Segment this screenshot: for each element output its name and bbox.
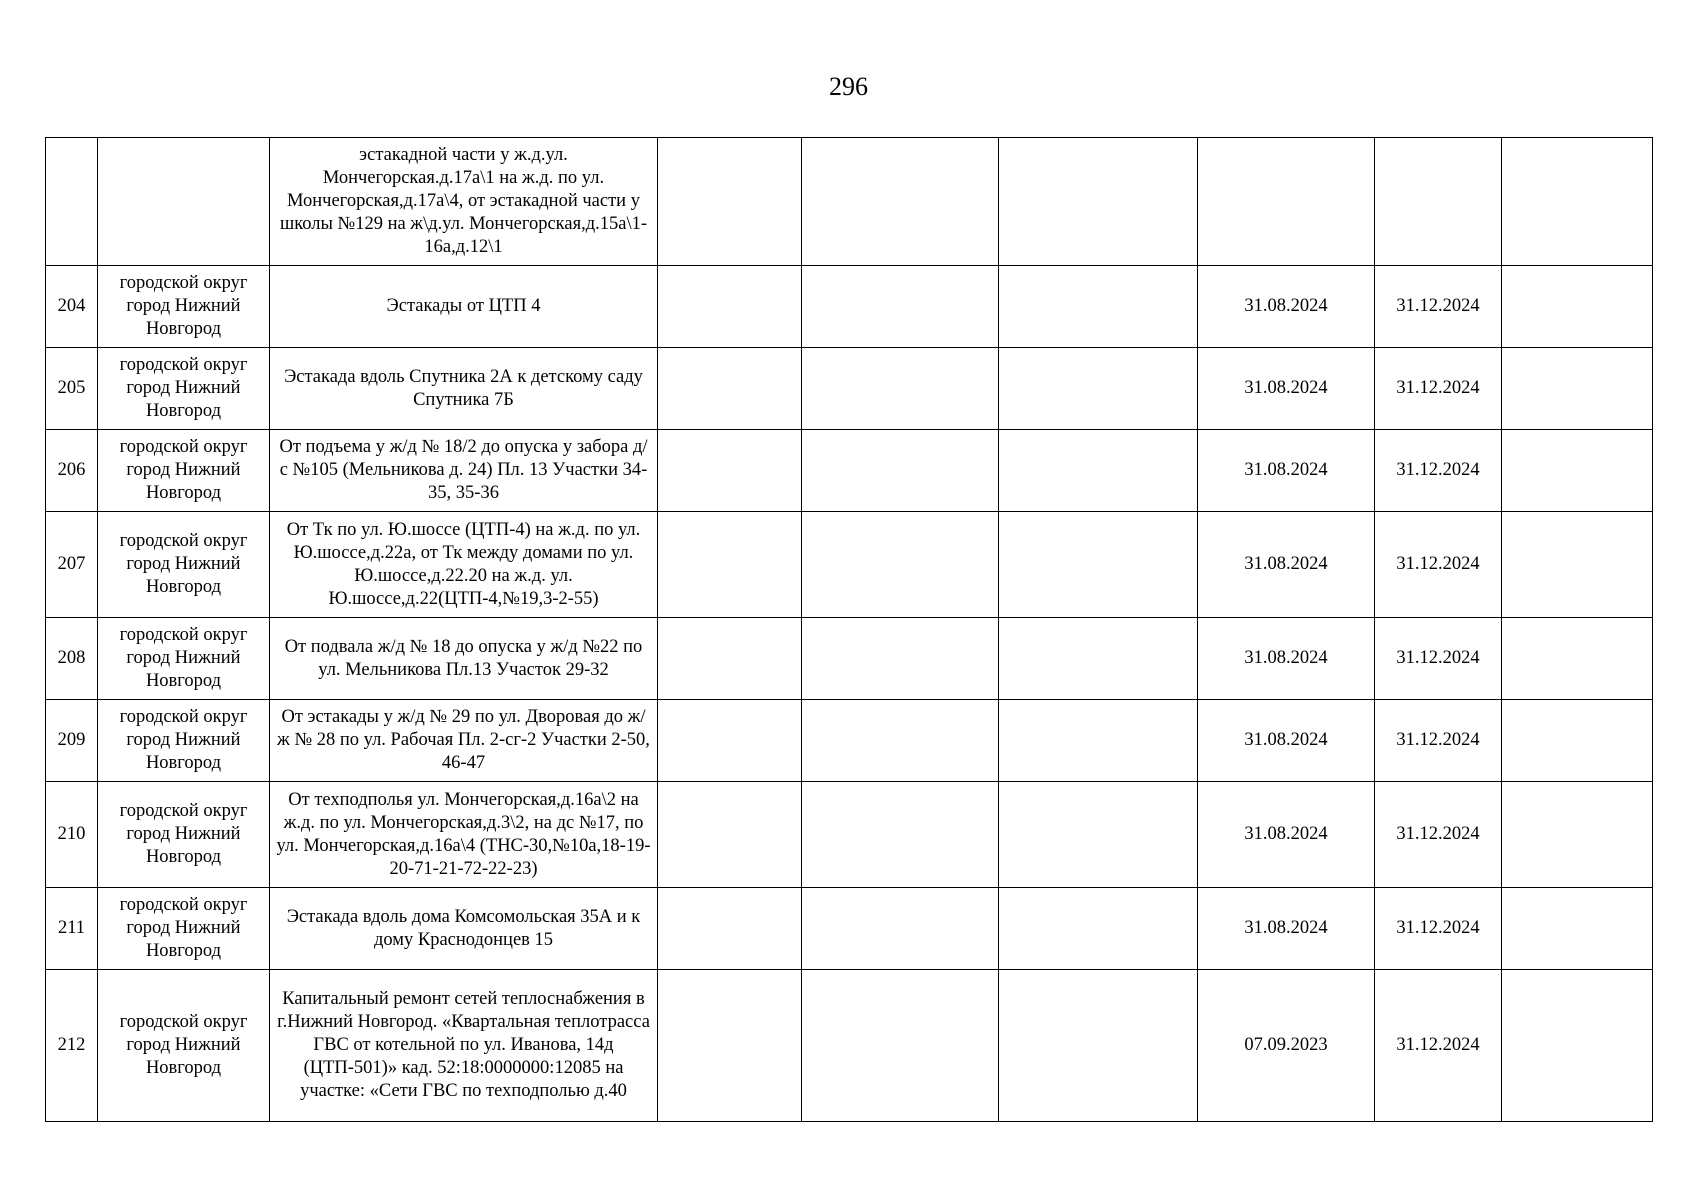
empty-cell (658, 888, 802, 970)
end-date-cell: 31.12.2024 (1375, 430, 1502, 512)
empty-cell (658, 970, 802, 1122)
municipality-cell: городской округ город Нижний Новгород (98, 970, 270, 1122)
municipality-cell: городской округ город Нижний Новгород (98, 782, 270, 888)
empty-cell (999, 970, 1198, 1122)
empty-cell (999, 430, 1198, 512)
object-description-cell: Эстакады от ЦТП 4 (270, 266, 658, 348)
object-description-cell: От техподполья ул. Мончегорская,д.16а\2 на ж.д. по ул. Мончегорская,д.3\2, на дс №17, по ул. Мончегорская,д.16а\4 (ТНС-30,№10а,18-19-20-71-21-72-22-23) (270, 782, 658, 888)
empty-cell (658, 266, 802, 348)
end-date-cell: 31.12.2024 (1375, 266, 1502, 348)
end-date-cell: 31.12.2024 (1375, 512, 1502, 618)
empty-cell (1502, 618, 1653, 700)
end-date-cell: 31.12.2024 (1375, 782, 1502, 888)
empty-cell (1502, 888, 1653, 970)
end-date-cell: 31.12.2024 (1375, 348, 1502, 430)
empty-cell (802, 782, 999, 888)
empty-cell (1502, 138, 1653, 266)
start-date-cell: 31.08.2024 (1198, 348, 1375, 430)
object-description-cell: От эстакады у ж/д № 29 по ул. Дворовая до ж/ж № 28 по ул. Рабочая Пл. 2-сг-2 Участки 2-50, 46-47 (270, 700, 658, 782)
empty-cell (802, 266, 999, 348)
empty-cell (1502, 782, 1653, 888)
row-number-cell: 212 (46, 970, 98, 1122)
empty-cell (999, 512, 1198, 618)
row-number-cell: 207 (46, 512, 98, 618)
empty-cell (802, 700, 999, 782)
table-row (46, 782, 1653, 888)
municipality-cell: городской округ город Нижний Новгород (98, 512, 270, 618)
municipality-cell: городской округ город Нижний Новгород (98, 700, 270, 782)
empty-cell (802, 618, 999, 700)
empty-cell (999, 266, 1198, 348)
empty-cell (802, 430, 999, 512)
registry-table (45, 137, 1653, 1122)
empty-cell (658, 512, 802, 618)
table-row (46, 618, 1653, 700)
start-date-cell: 07.09.2023 (1198, 970, 1375, 1122)
empty-cell (802, 970, 999, 1122)
empty-cell (999, 782, 1198, 888)
row-number-cell: 210 (46, 782, 98, 888)
table-row (46, 512, 1653, 618)
object-description-cell: От подвала ж/д № 18 до опуска у ж/д №22 по ул. Мельникова Пл.13 Участок 29-32 (270, 618, 658, 700)
empty-cell (658, 700, 802, 782)
start-date-cell: 31.08.2024 (1198, 512, 1375, 618)
empty-cell (658, 618, 802, 700)
empty-cell (999, 618, 1198, 700)
empty-cell (1502, 348, 1653, 430)
table-row (46, 348, 1653, 430)
empty-cell (1502, 266, 1653, 348)
object-description-cell: От подъема у ж/д № 18/2 до опуска у забора д/с №105 (Мельникова д. 24) Пл. 13 Участки 34-35, 35-36 (270, 430, 658, 512)
table-row (46, 970, 1653, 1122)
row-number-cell: 204 (46, 266, 98, 348)
empty-cell (999, 138, 1198, 266)
empty-cell (802, 348, 999, 430)
empty-cell (802, 138, 999, 266)
start-date-cell: 31.08.2024 (1198, 430, 1375, 512)
municipality-cell: городской округ город Нижний Новгород (98, 348, 270, 430)
start-date-cell (1198, 138, 1375, 266)
end-date-cell: 31.12.2024 (1375, 700, 1502, 782)
empty-cell (999, 888, 1198, 970)
start-date-cell: 31.08.2024 (1198, 266, 1375, 348)
municipality-cell: городской округ город Нижний Новгород (98, 430, 270, 512)
empty-cell (802, 888, 999, 970)
end-date-cell: 31.12.2024 (1375, 888, 1502, 970)
row-number-cell: 211 (46, 888, 98, 970)
object-description-cell: От Тк по ул. Ю.шоссе (ЦТП-4) на ж.д. по ул. Ю.шоссе,д.22а, от Тк между домами по ул. Ю.шоссе,д.22.20 на ж.д. ул. Ю.шоссе,д.22(ЦТП-4,№19,3-2-55) (270, 512, 658, 618)
municipality-cell: городской округ город Нижний Новгород (98, 888, 270, 970)
empty-cell (999, 348, 1198, 430)
empty-cell (999, 700, 1198, 782)
end-date-cell (1375, 138, 1502, 266)
object-description-cell: эстакадной части у ж.д.ул. Мончегорская.д.17а\1 на ж.д. по ул. Мончегорская,д.17а\4, от эстакадной части у школы №129 на ж\д.ул. Мончегорская,д.15а\1-16а,д.12\1 (270, 138, 658, 266)
empty-cell (802, 512, 999, 618)
empty-cell (1502, 970, 1653, 1122)
empty-cell (658, 430, 802, 512)
table-row (46, 700, 1653, 782)
object-description-cell: Капитальный ремонт сетей теплоснабжения в г.Нижний Новгород. «Квартальная теплотрасса ГВС от котельной по ул. Иванова, 14д (ЦТП-501)» кад. 52:18:0000000:12085 на участке: «Сети ГВС по техподполью д.40 (270, 970, 658, 1122)
empty-cell (1502, 700, 1653, 782)
row-number-cell: 205 (46, 348, 98, 430)
table-row (46, 266, 1653, 348)
table-row (46, 430, 1653, 512)
object-description-cell: Эстакада вдоль дома Комсомольская 35А и к дому Краснодонцев 15 (270, 888, 658, 970)
empty-cell (1502, 512, 1653, 618)
page-number: 296 (829, 72, 868, 101)
row-number-cell (46, 138, 98, 266)
start-date-cell: 31.08.2024 (1198, 888, 1375, 970)
start-date-cell: 31.08.2024 (1198, 700, 1375, 782)
empty-cell (658, 348, 802, 430)
row-number-cell: 208 (46, 618, 98, 700)
start-date-cell: 31.08.2024 (1198, 618, 1375, 700)
start-date-cell: 31.08.2024 (1198, 782, 1375, 888)
end-date-cell: 31.12.2024 (1375, 970, 1502, 1122)
row-number-cell: 209 (46, 700, 98, 782)
row-number-cell: 206 (46, 430, 98, 512)
table-row (46, 888, 1653, 970)
table-row (46, 138, 1653, 266)
object-description-cell: Эстакада вдоль Спутника 2А к детскому саду Спутника 7Б (270, 348, 658, 430)
municipality-cell (98, 138, 270, 266)
empty-cell (1502, 430, 1653, 512)
municipality-cell: городской округ город Нижний Новгород (98, 618, 270, 700)
municipality-cell: городской округ город Нижний Новгород (98, 266, 270, 348)
end-date-cell: 31.12.2024 (1375, 618, 1502, 700)
empty-cell (658, 138, 802, 266)
empty-cell (658, 782, 802, 888)
